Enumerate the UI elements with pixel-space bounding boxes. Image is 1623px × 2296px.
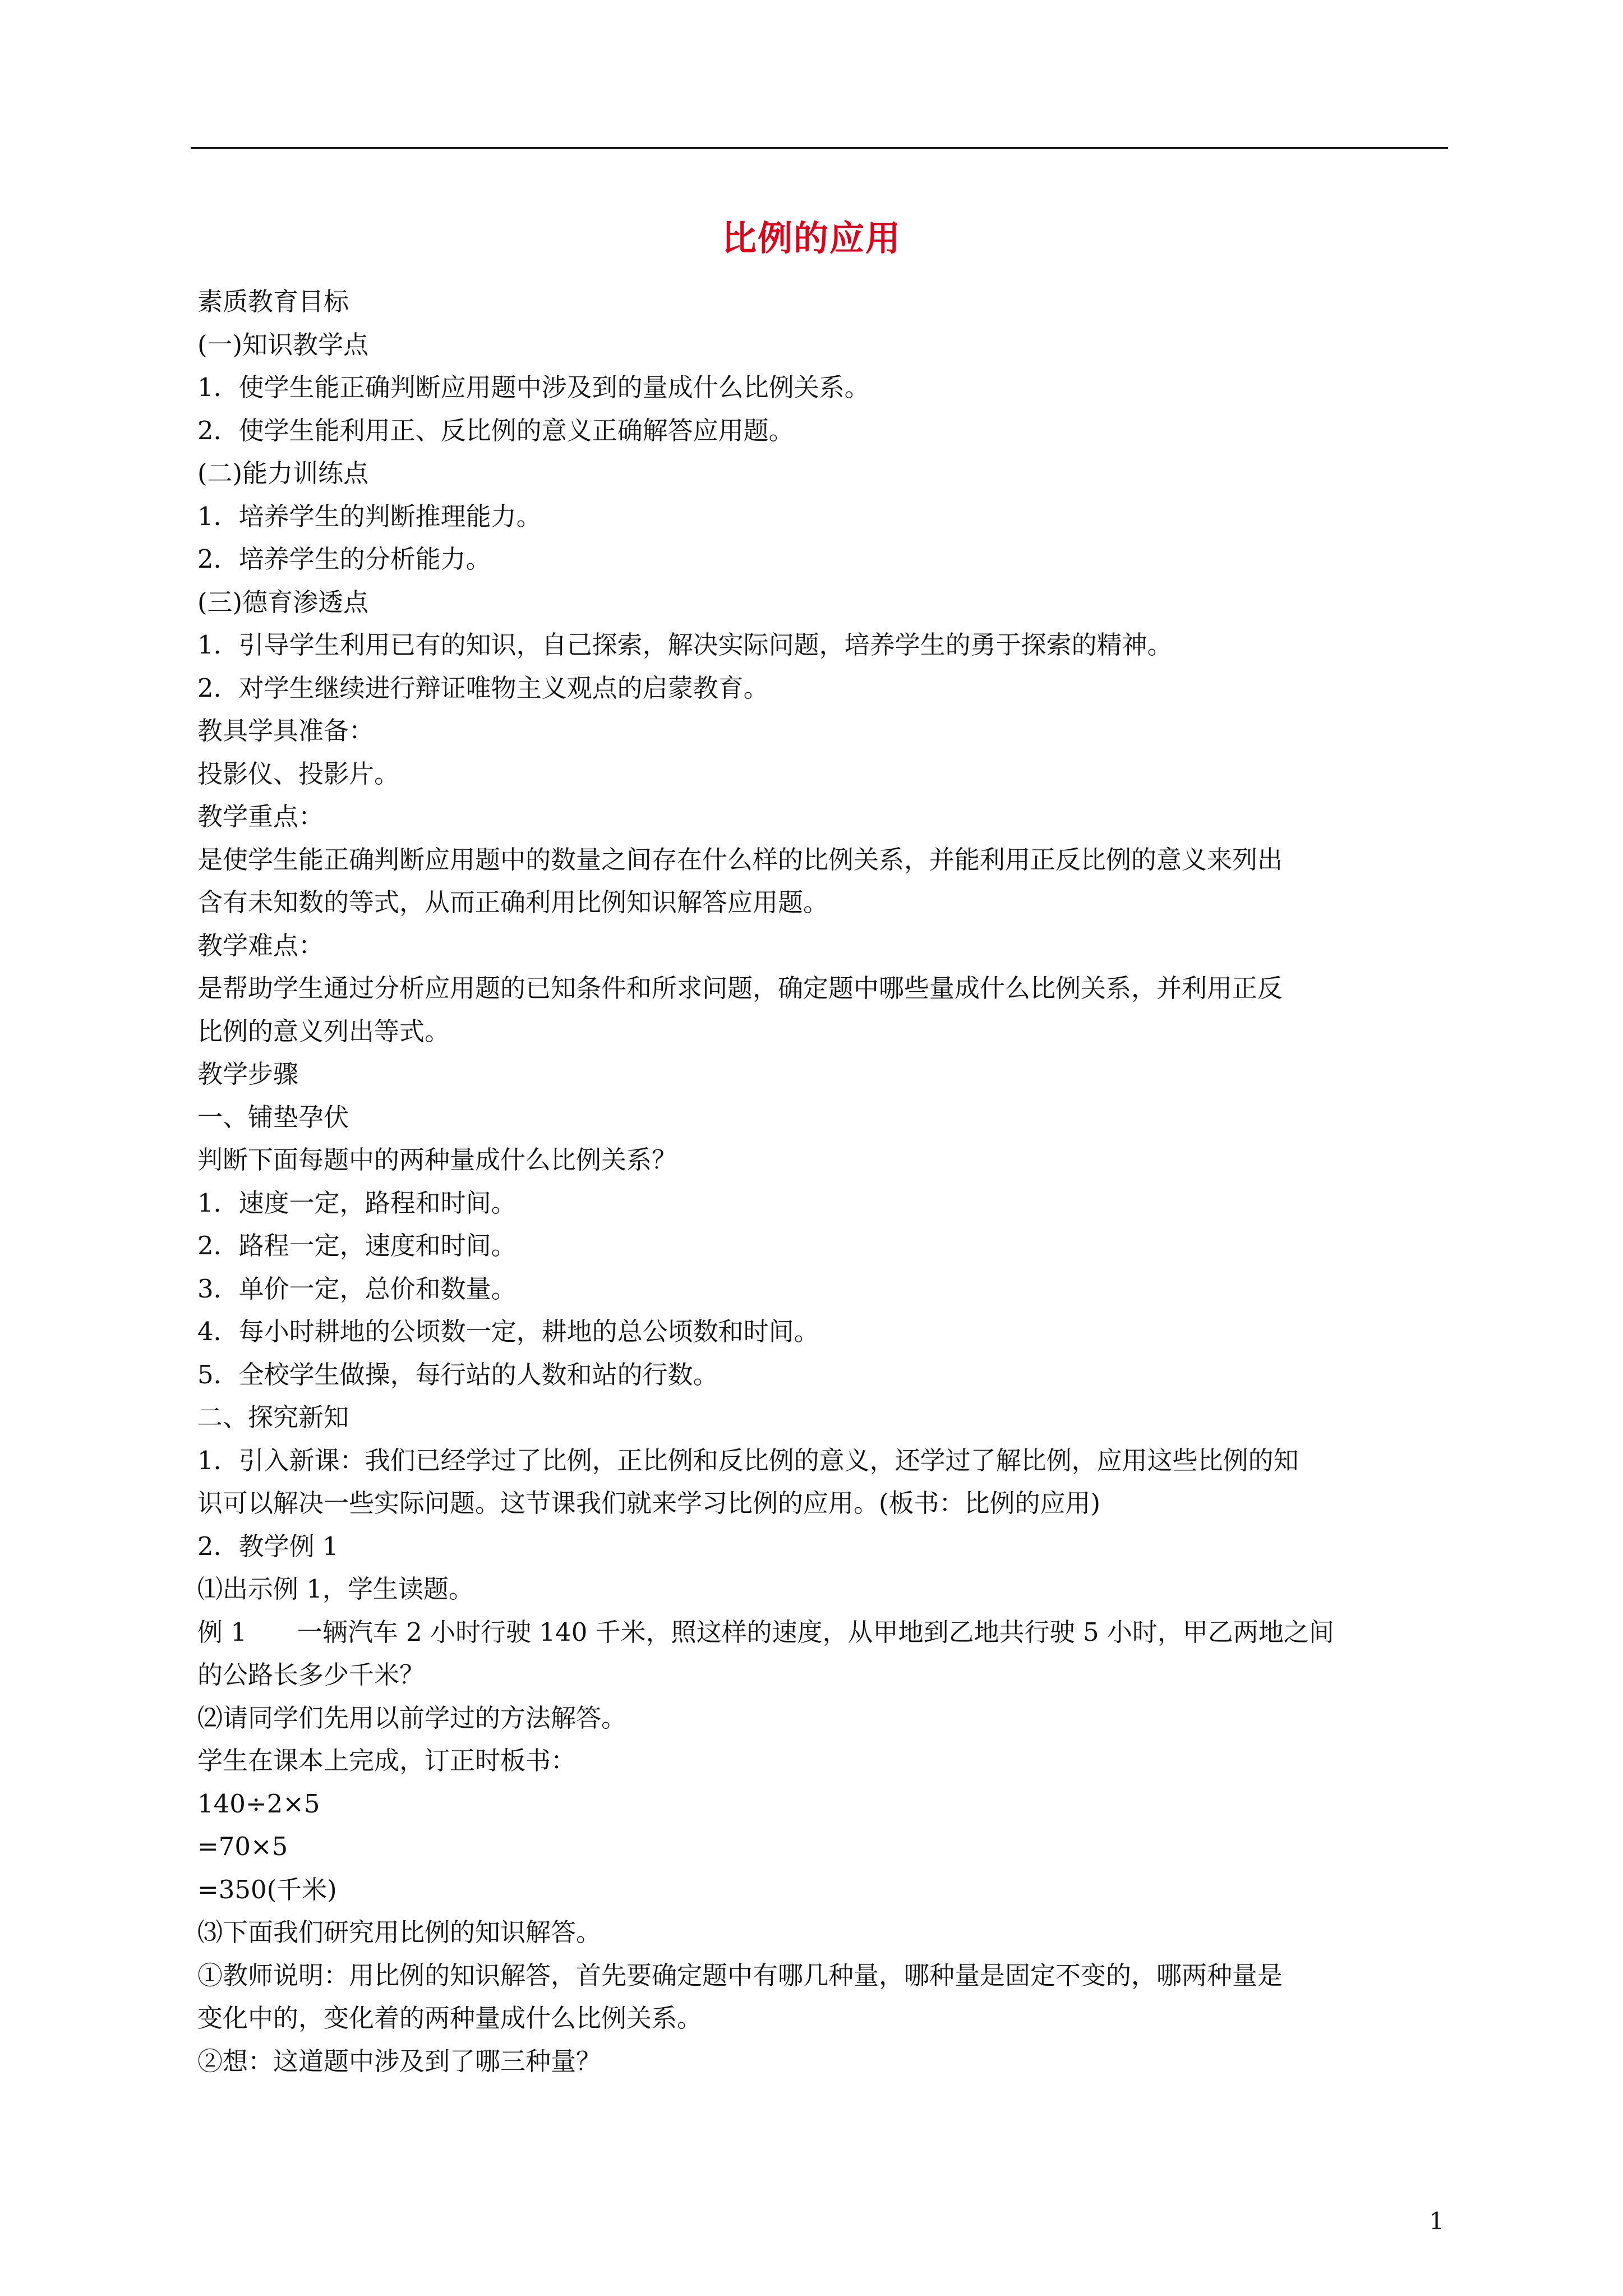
text-line: 投影仪、投影片。 bbox=[197, 758, 400, 789]
text-line: ⑴出示例 1，学生读题。 bbox=[197, 1574, 474, 1604]
text-line-key-points-heading: 教学重点： bbox=[197, 802, 324, 831]
text-line: ②想：这道题中涉及到了哪三种量？ bbox=[197, 2046, 602, 2076]
text-line: 判断下面每题中的两种量成什么比例关系？ bbox=[197, 1145, 677, 1175]
text-line: 1．速度一定，路程和时间。 bbox=[197, 1188, 517, 1218]
text-line: 的公路长多少千米？ bbox=[197, 1660, 425, 1690]
text-line-ability-points: (二)能力训练点 bbox=[197, 458, 369, 488]
text-line: 2．路程一定，速度和时间。 bbox=[197, 1231, 517, 1260]
text-line-objectives-heading: 素质教育目标 bbox=[197, 287, 349, 316]
text-line: ⑶下面我们研究用比例的知识解答。 bbox=[197, 1917, 602, 1947]
text-line-section-one: 一、铺垫孕伏 bbox=[197, 1102, 349, 1132]
text-line: ①教师说明：用比例的知识解答，首先要确定题中有哪几种量，哪种量是固定不变的，哪两种量是 bbox=[197, 1960, 1283, 1990]
text-line-section-two: 二、探究新知 bbox=[197, 1402, 349, 1432]
text-line-moral-points: (三)德育渗透点 bbox=[197, 587, 369, 617]
text-line: 含有未知数的等式，从而正确利用比例知识解答应用题。 bbox=[197, 887, 829, 917]
text-line: 是帮助学生通过分析应用题的已知条件和所求问题，确定题中哪些量成什么比例关系，并利用正反 bbox=[197, 973, 1283, 1003]
text-line: 1．使学生能正确判断应用题中涉及到的量成什么比例关系。 bbox=[197, 372, 870, 402]
text-line: 学生在课本上完成，订正时板书： bbox=[197, 1746, 577, 1775]
text-line-equation: =350(千米) bbox=[197, 1874, 337, 1904]
text-line: 5．全校学生做操，每行站的人数和站的行数。 bbox=[197, 1359, 718, 1389]
text-line: ⑵请同学们先用以前学过的方法解答。 bbox=[197, 1703, 627, 1733]
text-line: 1．引导学生利用已有的知识，自己探索，解决实际问题，培养学生的勇于探索的精神。 bbox=[197, 630, 1173, 660]
text-line: 1．培养学生的判断推理能力。 bbox=[197, 501, 542, 531]
text-line: 2．培养学生的分析能力。 bbox=[197, 544, 491, 574]
text-line: 2．教学例 1 bbox=[197, 1531, 339, 1561]
header-rule bbox=[191, 147, 1448, 149]
document-body bbox=[197, 280, 1451, 2083]
text-line: 变化中的，变化着的两种量成什么比例关系。 bbox=[197, 2003, 703, 2033]
text-line: 是使学生能正确判断应用题中的数量之间存在什么样的比例关系，并能利用正反比例的意义来列出 bbox=[197, 844, 1283, 875]
text-line-example-one: 例 1 一辆汽车 2 小时行驶 140 千米，照这样的速度，从甲地到乙地共行驶 5 小时，甲乙两地之间 bbox=[197, 1617, 1334, 1647]
page-number: 1 bbox=[1429, 2207, 1444, 2235]
text-line-equation: =70×5 bbox=[197, 1832, 288, 1861]
text-line-difficulties-heading: 教学难点： bbox=[197, 930, 324, 960]
text-line: 4．每小时耕地的公顷数一定，耕地的总公顷数和时间。 bbox=[197, 1317, 819, 1346]
text-line: 比例的意义列出等式。 bbox=[197, 1016, 450, 1046]
text-line-equation: 140÷2×5 bbox=[197, 1788, 320, 1819]
text-line: 2．对学生继续进行辩证唯物主义观点的启蒙教育。 bbox=[197, 673, 769, 703]
text-line: 识可以解决一些实际问题。这节课我们就来学习比例的应用。(板书：比例的应用) bbox=[197, 1488, 1101, 1518]
text-line: 3．单价一定，总价和数量。 bbox=[197, 1273, 517, 1304]
text-line-knowledge-points: (一)知识教学点 bbox=[197, 329, 369, 360]
document-title: 比例的应用 bbox=[721, 218, 901, 259]
text-line-teaching-aids-heading: 教具学具准备： bbox=[197, 716, 375, 746]
text-line-steps-heading: 教学步骤 bbox=[197, 1059, 299, 1089]
text-line: 1．引入新课：我们已经学过了比例，正比例和反比例的意义，还学过了解比例，应用这些比例的知 bbox=[197, 1445, 1299, 1475]
text-line: 2．使学生能利用正、反比例的意义正确解答应用题。 bbox=[197, 415, 794, 445]
